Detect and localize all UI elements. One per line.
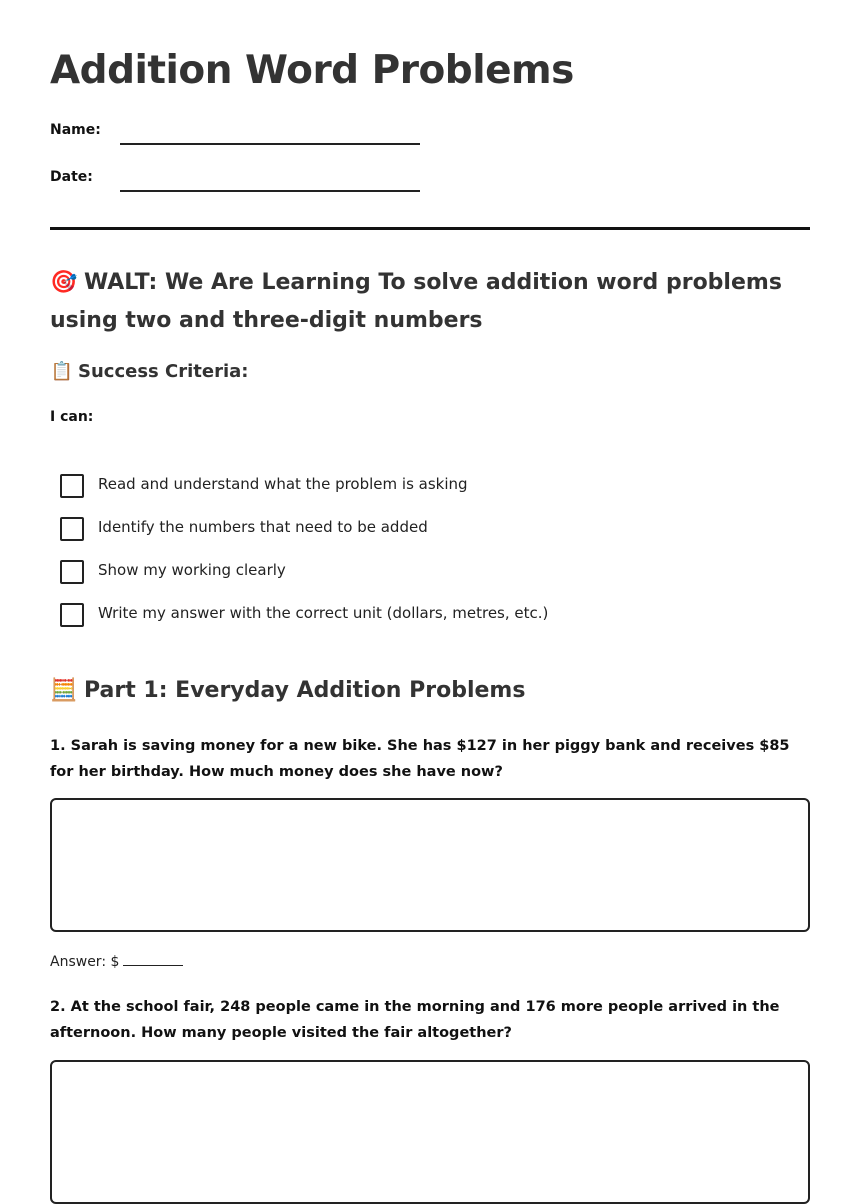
question-1: 1. Sarah is saving money for a new bike. She has $127 in her piggy bank and receives $85 for her birthday. How much money does she have now? [50,738,790,780]
date-input-line[interactable] [120,190,420,192]
header-divider [50,227,810,230]
name-label: Name: [50,122,101,138]
criteria-label: Show my working clearly [98,561,286,579]
success-criteria-list [60,472,760,644]
target-icon: 🎯 [50,270,78,295]
criteria-label: Identify the numbers that need to be added [98,518,428,536]
answer-prefix: Answer: $ [50,954,120,970]
question-2: 2. At the school fair, 248 people came in the morning and 176 more people arrived in the afternoon. How many people visited the fair altogether? [50,999,780,1041]
name-field [50,122,450,152]
success-criteria-heading [50,361,248,382]
criteria-label: Write my answer with the correct unit (dollars, metres, etc.) [98,604,549,622]
clipboard-icon: 📋 [50,361,74,382]
walt-heading [50,264,810,340]
criteria-item [60,515,760,558]
name-input-line[interactable] [120,143,420,145]
part1-heading [50,678,525,703]
criteria-checkbox[interactable] [60,474,84,498]
abacus-icon: 🧮 [50,678,78,703]
criteria-checkbox[interactable] [60,517,84,541]
criteria-label: Read and understand what the problem is asking [98,475,468,493]
page-title: Addition Word Problems [50,48,574,93]
criteria-item [60,558,760,601]
success-criteria-title: Success Criteria: [78,361,249,382]
criteria-item [60,472,760,515]
question-2-working-box[interactable] [50,1060,810,1204]
part1-title: Part 1: Everyday Addition Problems [84,678,526,703]
i-can-label: I can: [50,409,94,425]
criteria-checkbox[interactable] [60,560,84,584]
walt-text: WALT: We Are Learning To solve addition word problems using two and three-digit numbers [50,270,782,333]
question-1-working-box[interactable] [50,798,810,932]
question-1-answer-line [50,953,183,970]
answer-blank[interactable] [123,953,183,966]
criteria-checkbox[interactable] [60,603,84,627]
date-field [50,169,450,199]
date-label: Date: [50,169,93,185]
criteria-item [60,601,760,644]
